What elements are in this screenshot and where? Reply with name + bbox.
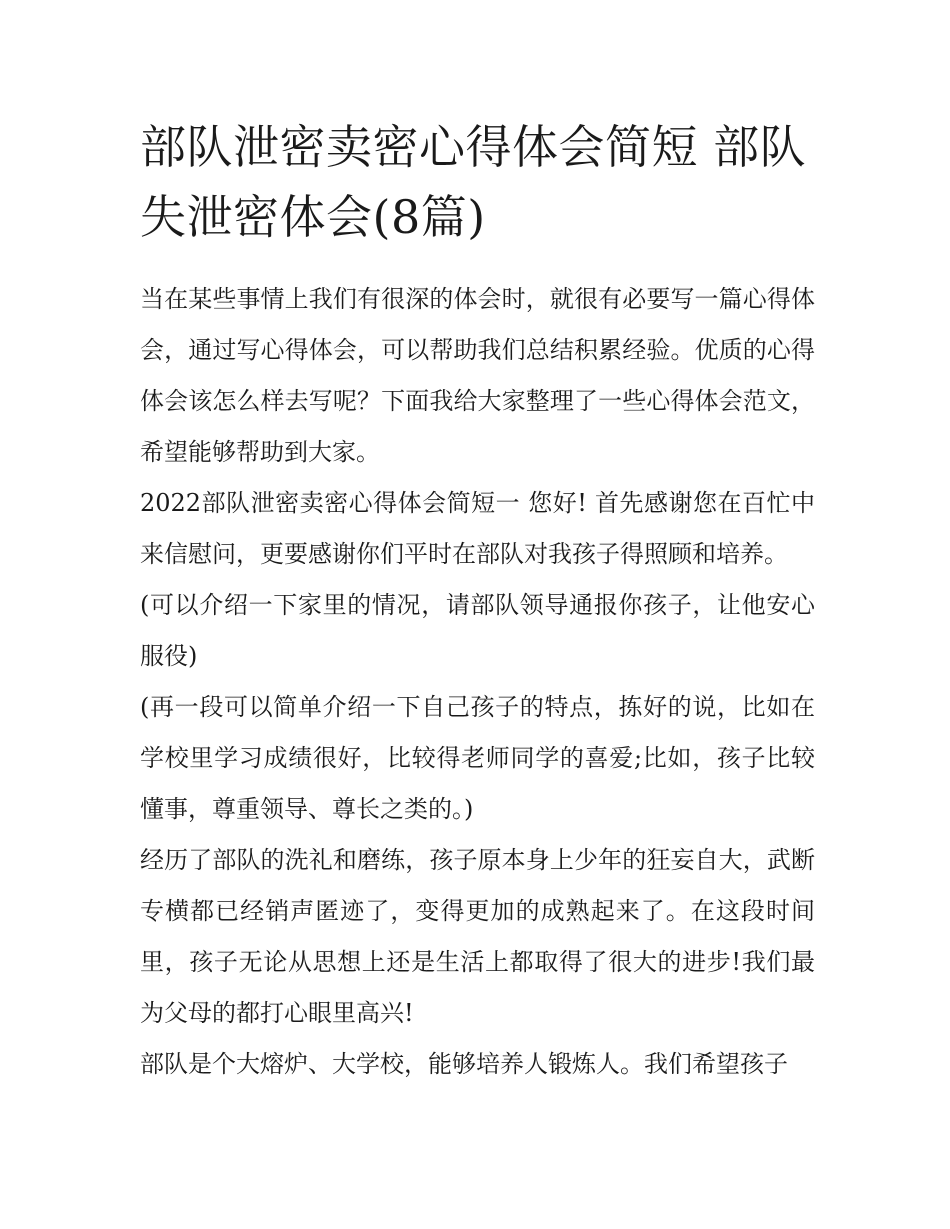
document-title: 部队泄密卖密心得体会简短 部队失泄密体会(8篇): [140, 120, 807, 244]
paragraph-family-note: (可以介绍一下家里的情况，请部队领导通报你孩子，让他安心服役): [140, 591, 815, 670]
document-body: [140, 112, 815, 1090]
paragraph-progress: 经历了部队的洗礼和磨练，孩子原本身上少年的狂妄自大，武断专横都已经销声匿迹了，变得更加的成熟起来了。在这段时间里，孩子无论从思想上还是生活上都取得了很大的进步!我们最为父母的都打心眼里高兴!: [140, 846, 815, 1027]
paragraph-intro: 当在某些事情上我们有很深的体会时，就很有必要写一篇心得体会，通过写心得体会，可以帮助我们总结积累经验。优质的心得体会该怎么样去写呢？下面我给大家整理了一些心得体会范文，希望能够帮助到大家。: [140, 285, 815, 466]
paragraph-child-traits: (再一段可以简单介绍一下自己孩子的特点，拣好的说，比如在学校里学习成绩很好，比较得老师同学的喜爱;比如，孩子比较懂事，尊重领导、尊长之类的。): [140, 693, 815, 823]
paragraph-letter-opening: 2022部队泄密卖密心得体会简短一 您好! 首先感谢您在百忙中来信慰问，更要感谢你们平时在部队对我孩子得照顾和培养。: [140, 489, 815, 568]
paragraph-hopes: 部队是个大熔炉、大学校，能够培养人锻炼人。我们希望孩子: [140, 1050, 788, 1078]
